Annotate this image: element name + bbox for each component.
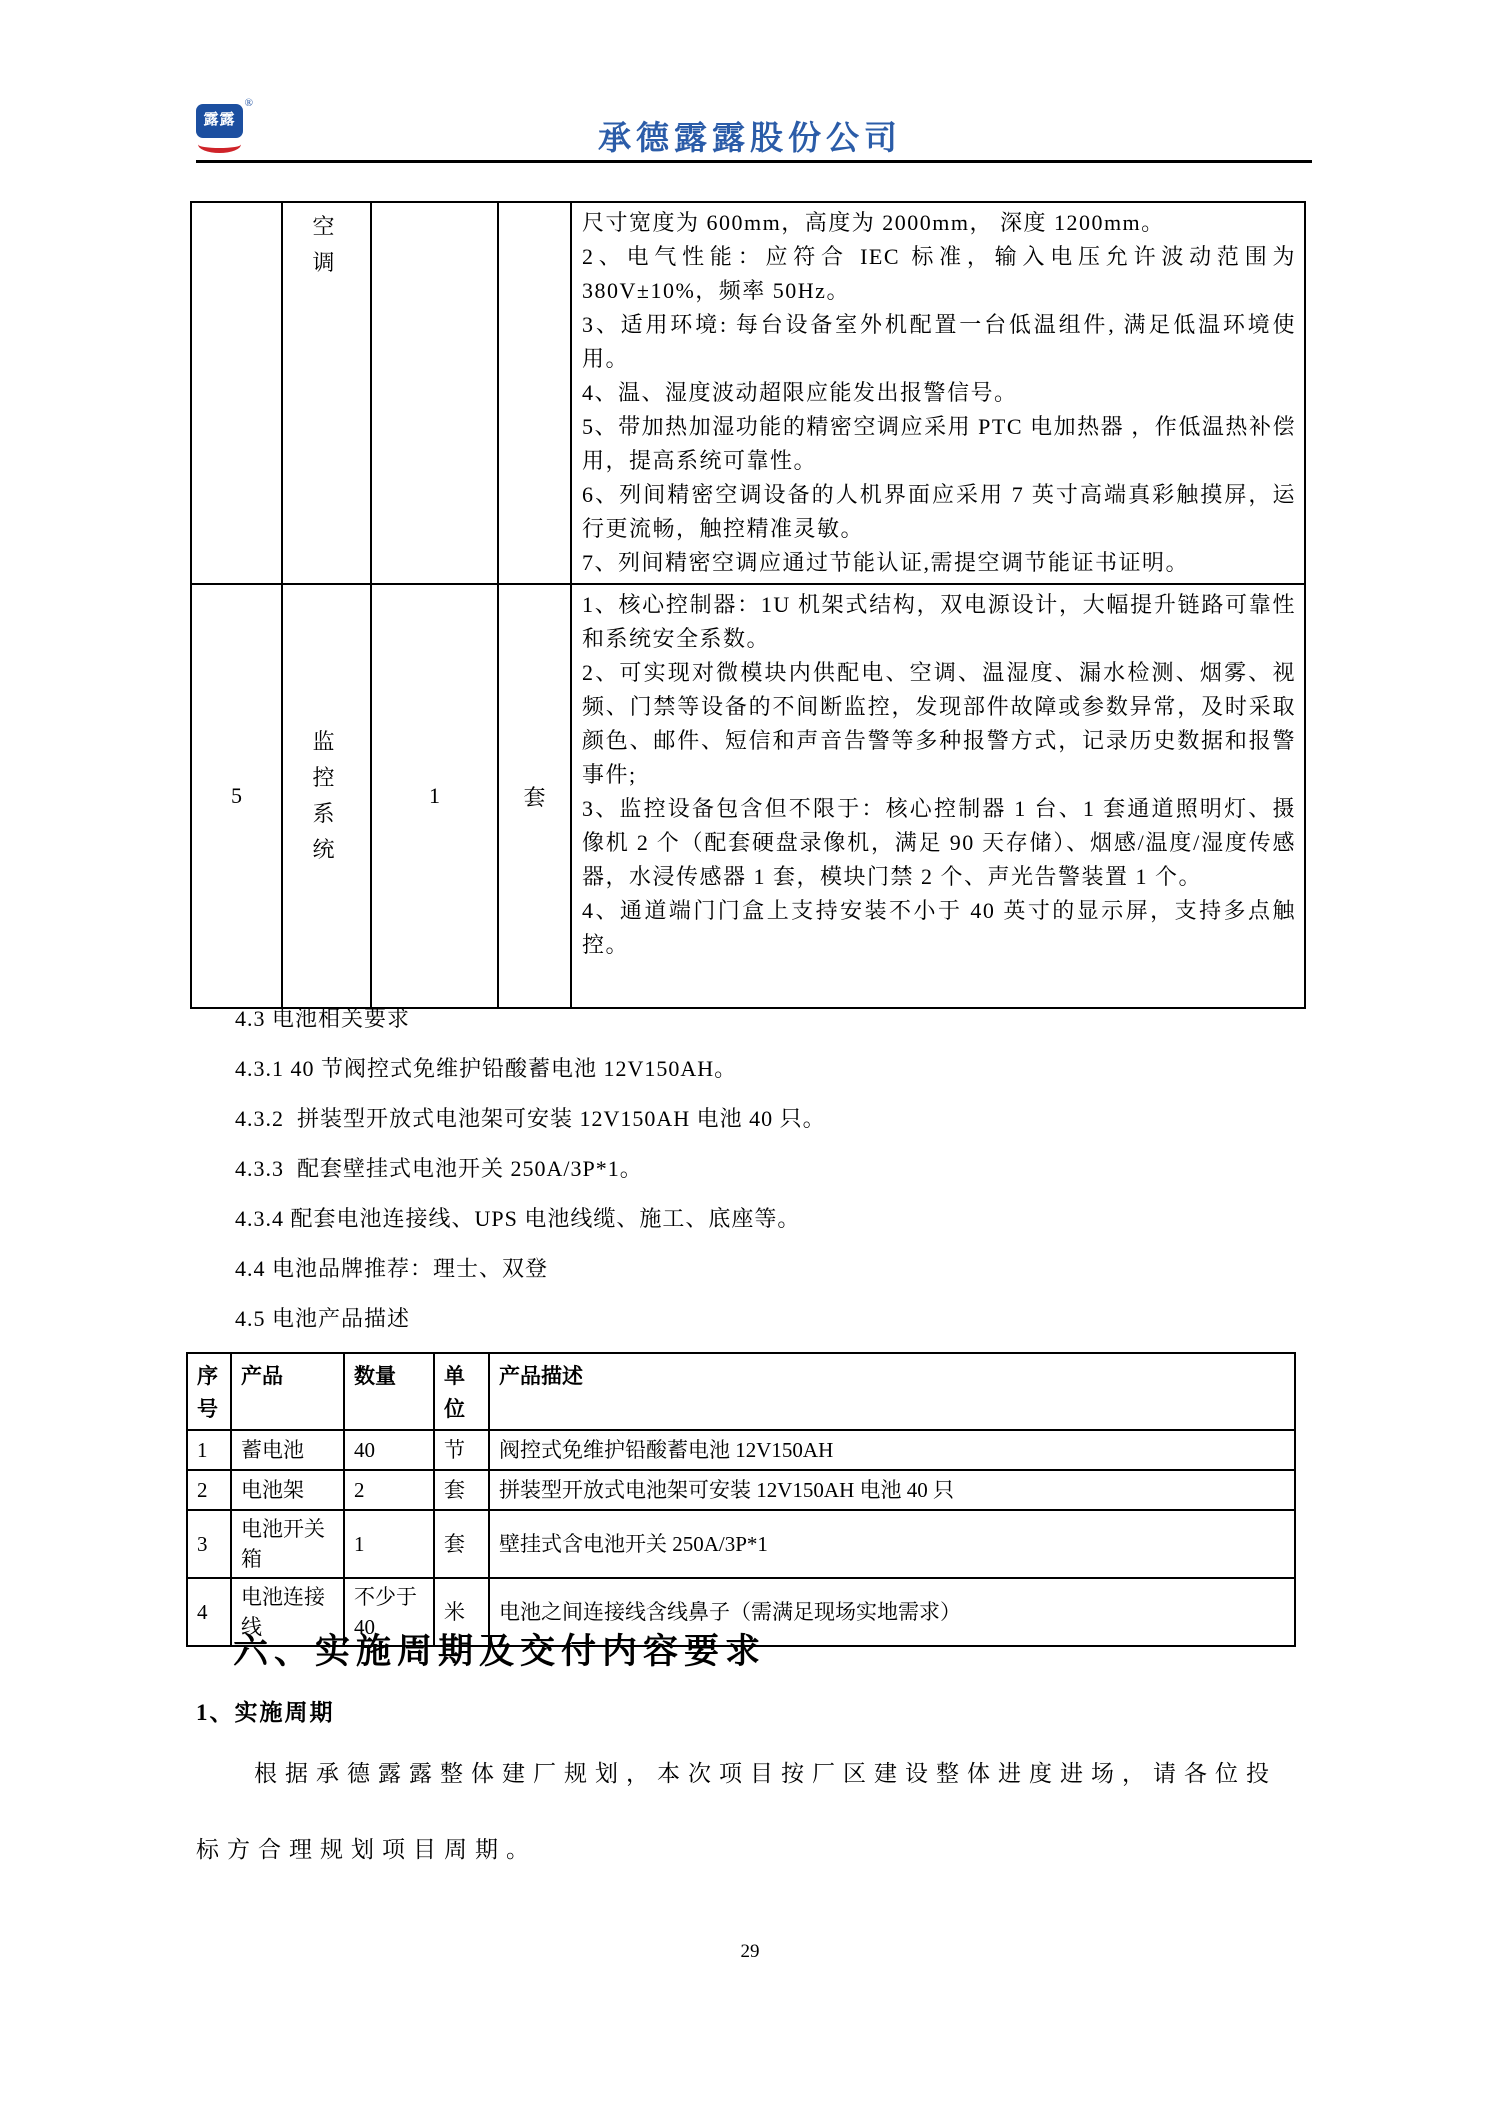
cell-qty: 不少于 40: [344, 1578, 434, 1646]
desc-paragraph: 3、适用环境: 每台设备室外机配置一台低温组件, 满足低温环境使用。: [582, 312, 1296, 371]
cell-qty: 1: [371, 584, 498, 1008]
cell-product: 蓄电池: [231, 1430, 344, 1470]
column-header: 数量: [344, 1353, 434, 1430]
cell-seq: 4: [187, 1578, 231, 1646]
cell-qty: [371, 202, 498, 584]
table-header-row: [187, 1353, 1295, 1430]
company-title: 承德露露股份公司: [598, 121, 902, 157]
battery-note-line: 4.3.2 拼装型开放式电池架可安装 12V150AH 电池 40 只。: [235, 1106, 826, 1131]
table-row: [187, 1430, 1295, 1470]
cell-unit: 节: [434, 1430, 489, 1470]
column-header: 单位: [434, 1353, 489, 1430]
equipment-table: [190, 201, 1306, 1009]
cell-seq: 2: [187, 1470, 231, 1510]
cell-product: 空调: [282, 202, 371, 584]
cell-product: 电池连接线: [231, 1578, 344, 1646]
cell-seq: [191, 202, 282, 584]
cell-description: 阀控式免维护铅酸蓄电池 12V150AH: [489, 1430, 1295, 1470]
header-divider: [196, 160, 1312, 163]
column-header: 产品: [231, 1353, 344, 1430]
cell-description: 电池之间连接线含线鼻子（需满足现场实地需求）: [489, 1578, 1295, 1646]
cell-qty: 1: [344, 1510, 434, 1578]
cell-seq: 5: [191, 584, 282, 1008]
desc-paragraph: 3、监控设备包含但不限于：核心控制器 1 台、1 套通道照明灯、摄像机 2 个（配套硬盘录像机，满足 90 天存储）、烟感/温度/湿度传感器，水浸传感器 1 套，模块门禁 2 个、声光告警装置 1 个。: [582, 796, 1296, 889]
desc-paragraph: 2、电气性能：应符合 IEC 标准，输入电压允许波动范围为 380V±10%，频率 50Hz。: [582, 244, 1296, 303]
table-row: [187, 1470, 1295, 1510]
desc-paragraph: 6、列间精密空调设备的人机界面应采用 7 英寸高端真彩触摸屏，运行更流畅，触控精准灵敏。: [582, 482, 1296, 541]
desc-paragraph: 1、核心控制器：1U 机架式结构，双电源设计，大幅提升链路可靠性和系统安全系数。: [582, 592, 1296, 651]
cell-qty: 2: [344, 1470, 434, 1510]
battery-note-line: 4.3.3 配套壁挂式电池开关 250A/3P*1。: [235, 1156, 643, 1181]
cell-description: 壁挂式含电池开关 250A/3P*1: [489, 1510, 1295, 1578]
column-header: 序号: [187, 1353, 231, 1430]
registered-trademark-icon: ®: [244, 97, 253, 109]
section-paragraph: [196, 1756, 1321, 1908]
column-header: 产品描述: [489, 1353, 1295, 1430]
paragraph-line: 根据承德露露整体建厂规划，本次项目按厂区建设整体进度进场，请各位投: [254, 1761, 1277, 1786]
cell-product: 监控系统: [282, 584, 371, 1008]
desc-paragraph: 尺寸宽度为 600mm，高度为 2000mm， 深度 1200mm。: [582, 210, 1165, 235]
desc-paragraph: 4、通道端门门盒上支持安装不小于 40 英寸的显示屏，支持多点触控。: [582, 898, 1296, 957]
cell-unit: 套: [434, 1510, 489, 1578]
cell-unit: 套: [498, 584, 571, 1008]
battery-note-line: 4.3.1 40 节阀控式免维护铅酸蓄电池 12V150AH。: [235, 1056, 738, 1081]
desc-paragraph: 2、可实现对微模块内供配电、空调、温湿度、漏水检测、烟雾、视频、门禁等设备的不间断监控，发现部件故障或参数异常，及时采取颜色、邮件、短信和声音告警等多种报警方式，记录历史数据和报警事件;: [582, 660, 1296, 787]
desc-paragraph: 7、列间精密空调应通过节能认证,需提空调节能证书证明。: [582, 550, 1190, 575]
battery-note-line: 4.4 电池品牌推荐：理士、双登: [235, 1256, 549, 1281]
battery-note-line: 4.5 电池产品描述: [235, 1306, 411, 1331]
section-subheading: 1、实施周期: [196, 1700, 335, 1725]
desc-paragraph: 5、带加热加湿功能的精密空调应采用 PTC 电加热器 ，作低温热补偿用，提高系统可靠性。: [582, 414, 1296, 473]
cell-description: [571, 584, 1305, 1008]
cell-qty: 40: [344, 1430, 434, 1470]
cell-description: [571, 202, 1305, 584]
table-row: [191, 584, 1305, 1008]
logo-mark: 露露: [196, 104, 243, 138]
paragraph-line: 标方合理规划项目周期。: [196, 1837, 537, 1862]
cell-product: 电池架: [231, 1470, 344, 1510]
battery-table: [186, 1352, 1296, 1647]
cell-unit: [498, 202, 571, 584]
cell-description: 拼装型开放式电池架可安装 12V150AH 电池 40 只: [489, 1470, 1295, 1510]
page-number: 29: [740, 1941, 760, 1962]
cell-unit: 套: [434, 1470, 489, 1510]
cell-seq: 1: [187, 1430, 231, 1470]
cell-unit: 米: [434, 1578, 489, 1646]
cell-product: 电池开关箱: [231, 1510, 344, 1578]
section-heading: 六、实施周期及交付内容要求: [233, 1632, 767, 1671]
table-row: [187, 1510, 1295, 1578]
battery-note-line: 4.3.4 配套电池连接线、UPS 电池线缆、施工、底座等。: [235, 1206, 801, 1231]
battery-notes: [235, 1004, 826, 1354]
cell-seq: 3: [187, 1510, 231, 1578]
battery-note-line: 4.3 电池相关要求: [235, 1006, 411, 1031]
table-row: [191, 202, 1305, 584]
desc-paragraph: 4、温、湿度波动超限应能发出报警信号。: [582, 380, 1018, 405]
